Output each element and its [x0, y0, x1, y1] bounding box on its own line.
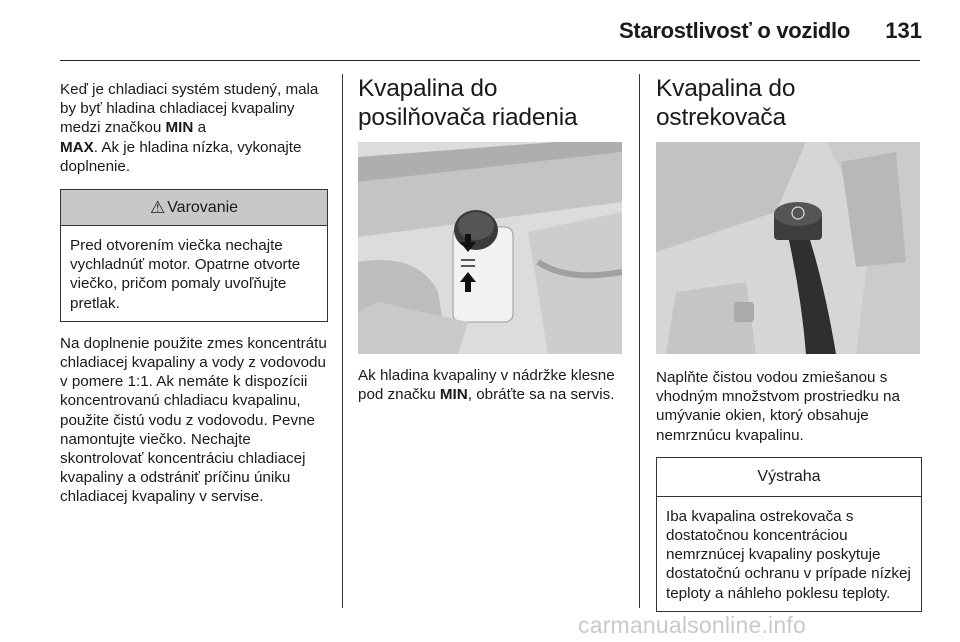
page-number: 131: [885, 18, 922, 43]
notice-box: [656, 457, 922, 612]
column-power-steering: [358, 75, 626, 404]
min-mark: MIN: [439, 386, 468, 404]
column-divider: [639, 74, 640, 608]
warning-text: Pred otvorením viečka nechajte vychladnúť motor. Opatrne otvorte viečko, pričom pomaly uvoľňujte pretlak.: [70, 237, 301, 312]
warning-box: [60, 189, 328, 322]
power-steering-reservoir-photo: [358, 142, 622, 354]
washer-fluid-paragraph: Naplňte čistou vodou zmiešanou s vhodným množstvom prostriedku na umývanie okien, ktorý obsahuje nemrznúcu kvapalinu.: [656, 369, 900, 444]
coolant-level-paragraph: Keď je chladiaci systém studený, mala by byť hladina chladiacej kvapaliny medzi značkou MIN a MAX. Ak je hladina nízka, vykonajte doplnenie.: [60, 81, 319, 175]
min-mark: MIN: [165, 119, 194, 137]
page-title: Starostlivosť o vozidlo: [618, 18, 850, 43]
watermark: carmanualsonline.info: [578, 612, 806, 638]
notice-header: Výstraha: [657, 458, 921, 497]
power-steering-paragraph: Ak hladina kvapaliny v nádržke klesne pod značku MIN, obráťte sa na servis.: [358, 367, 615, 404]
warning-header: [61, 190, 327, 226]
column-coolant: [60, 80, 328, 507]
notice-text: Iba kvapalina ostrekovača s dostatočnou koncentráciou nemrznúcej kvapaliny poskytuje dostatočnú ochranu v prípade nízkej teploty a náhleho poklesu teploty.: [666, 507, 911, 602]
warning-triangle-icon: ⚠: [149, 197, 166, 217]
max-mark: MAX: [60, 138, 94, 156]
warning-title: Varovanie: [167, 198, 239, 216]
column-divider: [342, 74, 343, 608]
refill-paragraph: Na doplnenie použite zmes koncentrátu chladiacej kvapaliny a vody z vodovodu v pomere 1:1. Ak nemáte k dispozícii koncentrovanú chladiacu kvapalinu, použite čistú vodu z vodovodu. Pevne namontujte viečko. Nechajte skontrolovať koncentráciu chladiacej kvapaliny a odstrániť príčinu úniku chladiacej kvapaliny v servise.: [60, 334, 327, 506]
section-title-power-steering: Kvapalina do posilňovača riadenia: [358, 75, 578, 131]
section-title-washer-fluid: Kvapalina do ostrekovača: [656, 75, 796, 131]
header-divider: [60, 60, 920, 61]
washer-fluid-reservoir-photo: [656, 142, 920, 354]
column-washer-fluid: [656, 75, 922, 612]
